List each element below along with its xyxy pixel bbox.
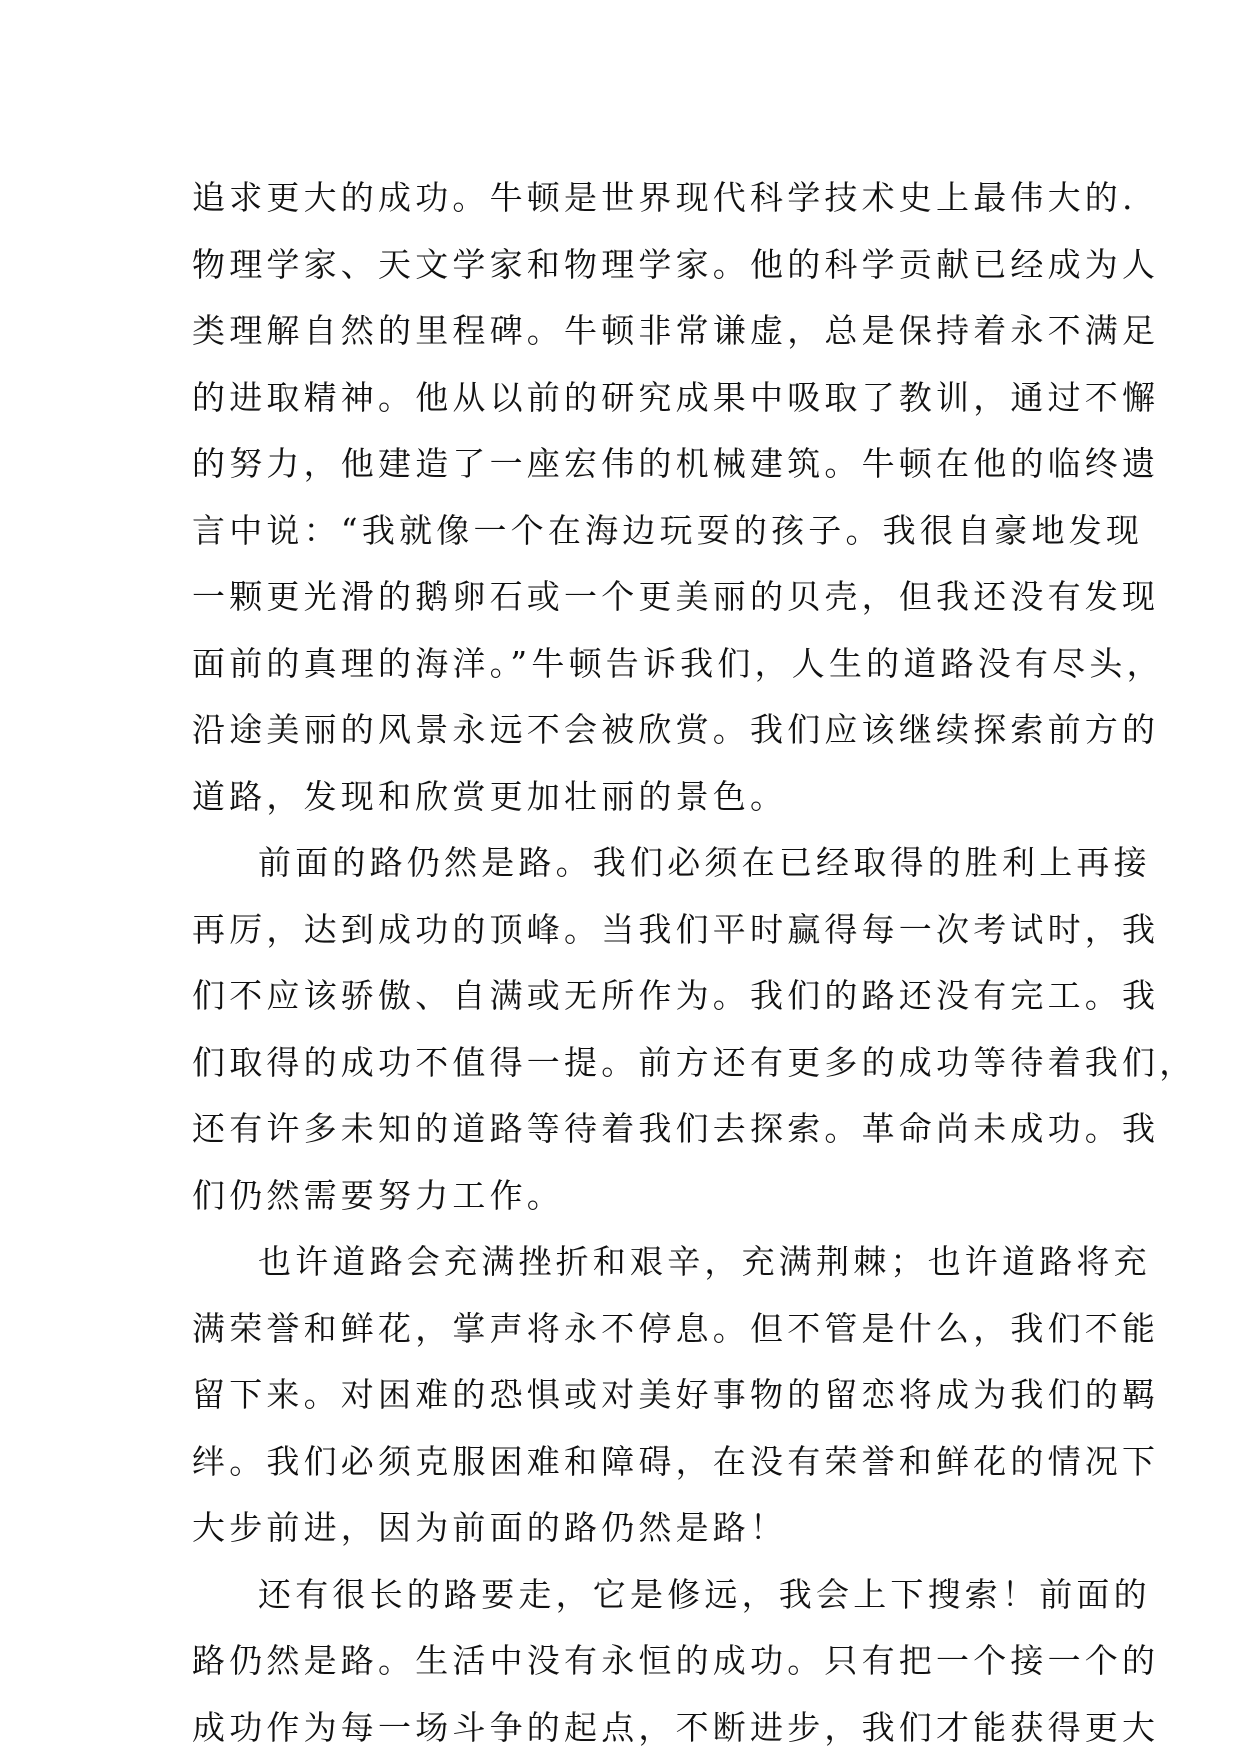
- text-line: 们不应该骄傲、自满或无所作为。我们的路还没有完工。我: [192, 963, 1054, 1030]
- text-line: 们仍然需要努力工作。: [192, 1163, 1054, 1230]
- paragraph-3: [192, 1229, 1054, 1562]
- text-line: 追求更大的成功。牛顿是世界现代科学技术史上最伟大的.: [192, 165, 1054, 232]
- text-line: 言中说：“我就像一个在海边玩耍的孩子。我很自豪地发现: [192, 498, 1054, 565]
- text-line: 一颗更光滑的鹅卵石或一个更美丽的贝壳，但我还没有发现: [192, 564, 1054, 631]
- text-line: 前面的路仍然是路。我们必须在已经取得的胜利上再接: [192, 830, 1054, 897]
- text-line: 的进取精神。他从以前的研究成果中吸取了教训，通过不懈: [192, 365, 1054, 432]
- text-line: 道路，发现和欣赏更加壮丽的景色。: [192, 764, 1054, 831]
- text-line: 大步前进，因为前面的路仍然是路！: [192, 1495, 1054, 1562]
- text-line: 留下来。对困难的恐惧或对美好事物的留恋将成为我们的羁: [192, 1362, 1054, 1429]
- body-text: [192, 165, 1054, 1761]
- text-line: 成功作为每一场斗争的起点，不断进步，我们才能获得更大: [192, 1695, 1054, 1761]
- text-line: 还有许多未知的道路等待着我们去探索。革命尚未成功。我: [192, 1096, 1054, 1163]
- text-line: 绊。我们必须克服困难和障碍，在没有荣誉和鲜花的情况下: [192, 1429, 1054, 1496]
- paragraph-1: [192, 165, 1054, 830]
- text-line: 也许道路会充满挫折和艰辛，充满荆棘；也许道路将充: [192, 1229, 1054, 1296]
- text-line: 的努力，他建造了一座宏伟的机械建筑。牛顿在他的临终遗: [192, 431, 1054, 498]
- text-line: 路仍然是路。生活中没有永恒的成功。只有把一个接一个的: [192, 1628, 1054, 1695]
- paragraph-2: [192, 830, 1054, 1229]
- text-line: 物理学家、天文学家和物理学家。他的科学贡献已经成为人: [192, 232, 1054, 299]
- text-line: 沿途美丽的风景永远不会被欣赏。我们应该继续探索前方的: [192, 697, 1054, 764]
- text-line: 满荣誉和鲜花，掌声将永不停息。但不管是什么，我们不能: [192, 1296, 1054, 1363]
- paragraph-4: [192, 1562, 1054, 1761]
- text-line: 类理解自然的里程碑。牛顿非常谦虚，总是保持着永不满足: [192, 298, 1054, 365]
- text-line: 再厉，达到成功的顶峰。当我们平时赢得每一次考试时，我: [192, 897, 1054, 964]
- text-line: 面前的真理的海洋。”牛顿告诉我们，人生的道路没有尽头，: [192, 631, 1054, 698]
- text-line: 还有很长的路要走，它是修远，我会上下搜索！前面的: [192, 1562, 1054, 1629]
- text-line: 们取得的成功不值得一提。前方还有更多的成功等待着我们，: [192, 1030, 1054, 1097]
